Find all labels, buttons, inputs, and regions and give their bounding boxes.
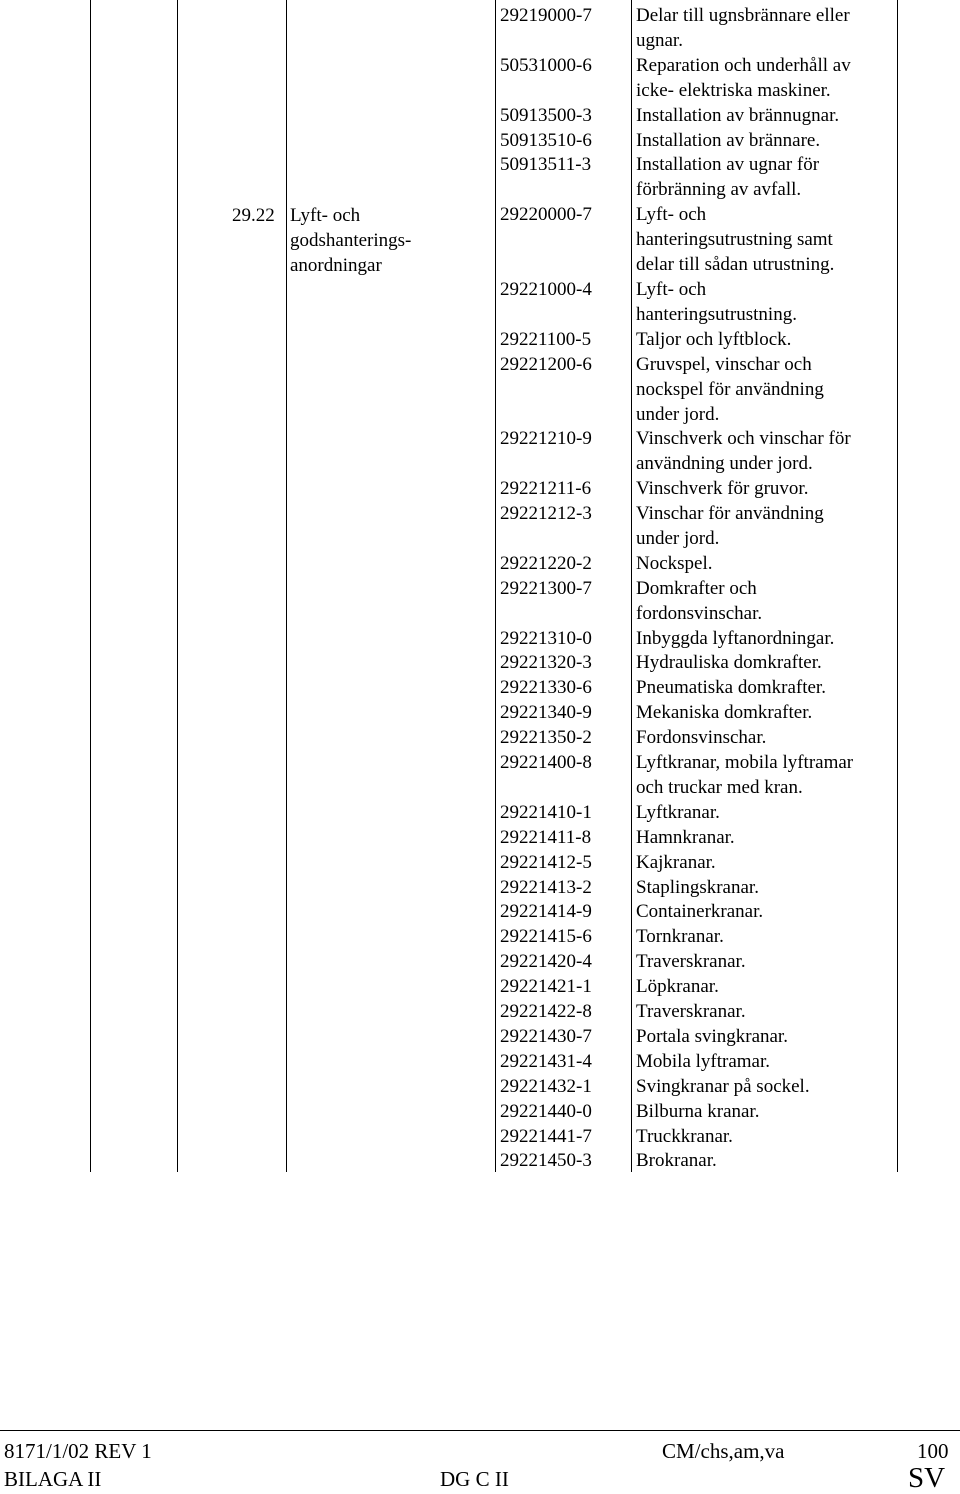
cpv-description: Pneumatiska domkrafter. [636, 677, 826, 699]
cpv-description: Taljor och lyftblock. [636, 328, 792, 350]
cpv-code: 29219000-7 [500, 5, 592, 26]
cpv-code: 29221431-4 [500, 1050, 592, 1072]
cpv-description: Mobila lyftramar. [636, 1050, 771, 1072]
cpv-code: 29221300-7 [500, 577, 592, 599]
cpv-code: 29221330-6 [500, 677, 592, 699]
document-reference: 8171/1/02 REV 1 [4, 1439, 152, 1463]
cpv-description: Inbyggda lyftanordningar. [636, 627, 835, 649]
category-number: 29.22 [232, 205, 275, 226]
cpv-code: 29221422-8 [500, 1001, 592, 1022]
cpv-description: Tornkranar. [636, 926, 724, 948]
cpv-description: Mekaniska domkrafter. [636, 702, 813, 724]
cpv-code: 29221400-8 [500, 752, 592, 773]
cpv-description: Traverskranar. [636, 1001, 746, 1022]
cpv-description: Reparation och underhåll av icke- elektriska maskiner. [636, 54, 851, 101]
column-divider [631, 0, 632, 1172]
cpv-code: 29221440-0 [500, 1100, 592, 1122]
cpv-code: 29221413-2 [500, 876, 592, 898]
column-divider [90, 0, 91, 1172]
cpv-code: 29221320-3 [500, 652, 592, 674]
annex-label: BILAGA II [4, 1467, 102, 1491]
cpv-code: 29221000-4 [500, 278, 592, 300]
cpv-code: 29221212-3 [500, 503, 592, 524]
cpv-description: Lyftkranar, mobila lyftramar och truckar med kran. [636, 752, 854, 798]
cpv-code: 29221411-8 [500, 826, 592, 848]
cpv-code: 29221415-6 [500, 926, 592, 948]
cpv-description: Kajkranar. [636, 851, 716, 873]
column-divider [897, 0, 898, 1172]
language-code: SV [908, 1462, 946, 1494]
cpv-code: 29221340-9 [500, 702, 592, 724]
cpv-code: 29220000-7 [500, 204, 592, 226]
cpv-code: 29221220-2 [500, 552, 592, 574]
cpv-description: Containerkranar. [636, 901, 764, 923]
cpv-code: 50913511-3 [500, 154, 592, 176]
cpv-code: 29221412-5 [500, 851, 592, 873]
cpv-description: Traverskranar. [636, 951, 746, 973]
footer-rule [0, 1430, 960, 1431]
cpv-description: Domkrafter och fordonsvinschar. [636, 577, 763, 624]
author-code: CM/chs,am,va [662, 1439, 785, 1463]
cpv-description: Delar till ugnsbrännare eller ugnar. [636, 5, 850, 51]
cpv-code: 50913500-3 [500, 104, 592, 126]
cpv-code: 29221211-6 [500, 478, 592, 500]
cpv-description: Bilburna kranar. [636, 1100, 760, 1122]
cpv-description: Nockspel. [636, 552, 713, 574]
cpv-code: 29221410-1 [500, 801, 592, 823]
cpv-description: Hydrauliska domkrafter. [636, 652, 822, 674]
category-title: Lyft- och godshanterings- anordningar [290, 205, 412, 276]
cpv-description: Lyft- och hanteringsutrustning samt delar till sådan utrustning. [636, 204, 835, 276]
column-divider [495, 0, 496, 1172]
cpv-description: Fordonsvinschar. [636, 727, 767, 749]
cpv-description: Portala svingkranar. [636, 1025, 788, 1047]
cpv-description: Löpkranar. [636, 976, 719, 998]
cpv-code: 29221200-6 [500, 353, 592, 375]
column-divider [286, 0, 287, 1172]
cpv-description: Truckkranar. [636, 1125, 733, 1147]
cpv-code: 29221421-1 [500, 976, 592, 998]
cpv-code: 29221350-2 [500, 727, 592, 749]
page-number: 100 [917, 1439, 949, 1463]
cpv-code: 29221450-3 [500, 1150, 592, 1172]
cpv-description: Hamnkranar. [636, 826, 735, 848]
cpv-description: Installation av ugnar för förbränning av avfall. [636, 154, 820, 201]
cpv-code: 29221430-7 [500, 1025, 592, 1047]
cpv-code: 29221441-7 [500, 1125, 592, 1147]
cpv-description: Brokranar. [636, 1150, 717, 1172]
cpv-code: 50913510-6 [500, 129, 592, 151]
column-divider [177, 0, 178, 1172]
cpv-code: 50531000-6 [500, 54, 592, 76]
cpv-description: Staplingskranar. [636, 876, 759, 898]
cpv-code: 29221310-0 [500, 627, 592, 649]
cpv-description: Installation av brännare. [636, 129, 821, 151]
cpv-description: Lyft- och hanteringsutrustning. [636, 278, 797, 325]
cpv-code: 29221420-4 [500, 951, 592, 973]
cpv-description: Installation av brännugnar. [636, 104, 840, 126]
cpv-code: 29221414-9 [500, 901, 592, 923]
cpv-code: 29221100-5 [500, 328, 592, 350]
cpv-description: Lyftkranar. [636, 801, 720, 823]
cpv-description: Vinschverk och vinschar för användning under jord. [636, 428, 851, 475]
cpv-code: 29221210-9 [500, 428, 592, 450]
directorate-general: DG C II [440, 1467, 509, 1491]
cpv-code: 29221432-1 [500, 1075, 592, 1097]
cpv-description: Vinschar för användning under jord. [636, 503, 824, 549]
cpv-description: Gruvspel, vinschar och nockspel för användning under jord. [636, 353, 824, 425]
cpv-description: Svingkranar på sockel. [636, 1075, 810, 1097]
cpv-description: Vinschverk för gruvor. [636, 478, 809, 500]
